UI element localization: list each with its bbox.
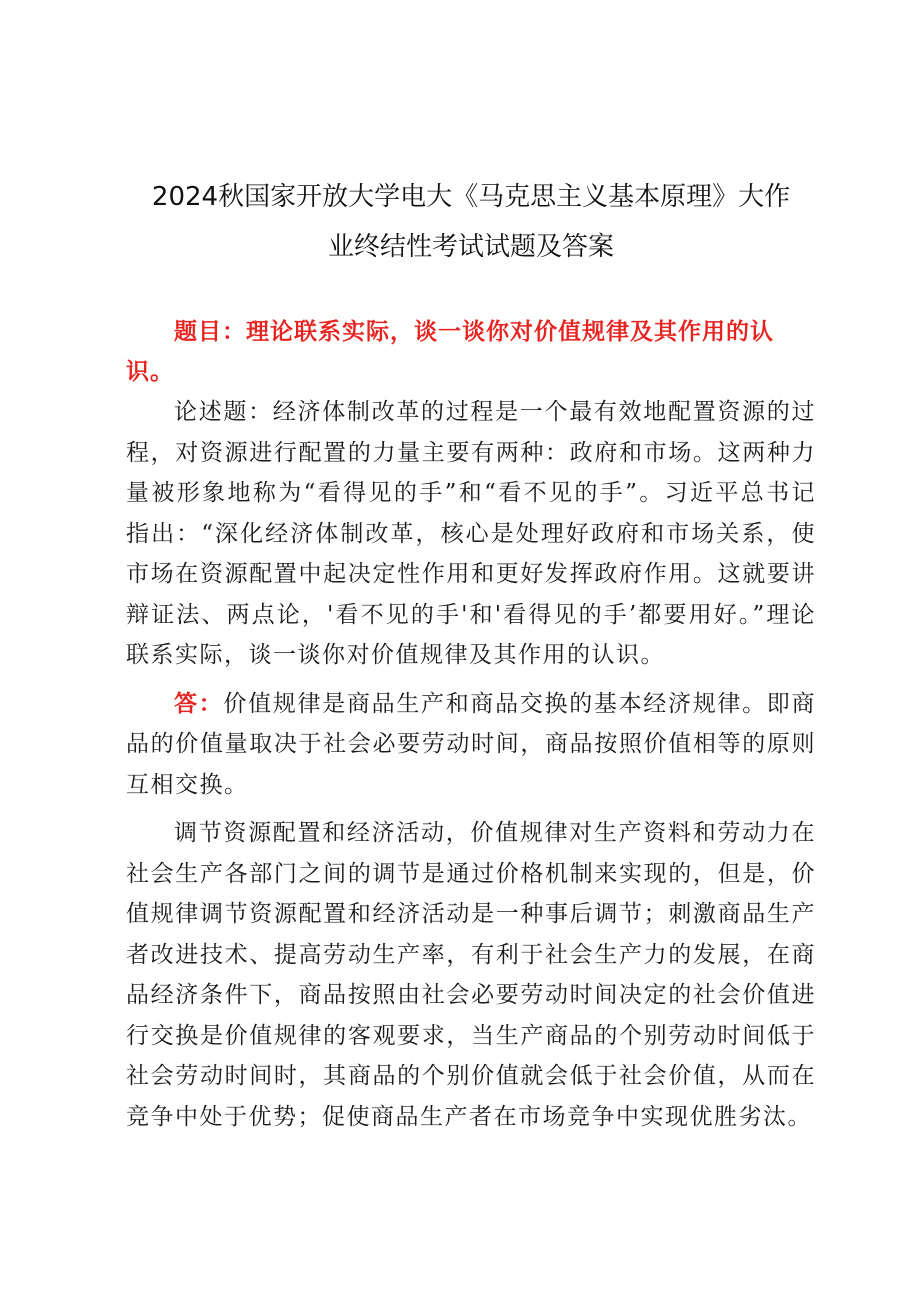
question-heading: 题目：理论联系实际，谈一谈你对价值规律及其作用的认识。 bbox=[126, 319, 774, 385]
answer-paragraph bbox=[126, 684, 816, 806]
document-page bbox=[126, 150, 816, 1137]
prompt-paragraph: 论述题：经济体制改革的过程是一个最有效地配置资源的过程，对资源进行配置的力量主要有两种：政府和市场。这两种力量被形象地称为“看得见的手”和“看不见的手”。习近平总书记指出：“深化经济体制改革，核心是处理好政府和市场关系，使市场在资源配置中起决定性作用和更好发挥政府作用。这就要讲辩证法、两点论，'看不见的手'和'看得见的手’都要用好。”理论联系实际，谈一谈你对价值规律及其作用的认识。 bbox=[126, 399, 816, 668]
answer-label: 答： bbox=[174, 690, 224, 717]
body-paragraph: 调节资源配置和经济活动，价值规律对生产资料和劳动力在社会生产各部门之间的调节是通过价格机制来实现的，但是，价值规律调节资源配置和经济活动是一种事后调节；刺激商品生产者改进技术、提高劳动生产率，有利于社会生产力的发展，在商品经济条件下，商品按照由社会必要劳动时间决定的社会价值进行交换是价值规律的客观要求，当生产商品的个别劳动时间低于社会劳动时间时，其商品的个别价值就会低于社会价值，从而在竞争中处于优势；促使商品生产者在市场竞争中实现优胜劣汰。 bbox=[126, 820, 816, 1130]
document-title bbox=[126, 172, 816, 272]
title-line-1: 2024秋国家开放大学电大《马克思主义基本原理》大作 bbox=[151, 182, 791, 212]
title-line-2: 业终结性考试试题及答案 bbox=[327, 232, 614, 262]
answer-text: 价值规律是商品生产和商品交换的基本经济规律。即商品的价值量取决于社会必要劳动时间，商品按照价值相等的原则互相交换。 bbox=[126, 690, 817, 798]
